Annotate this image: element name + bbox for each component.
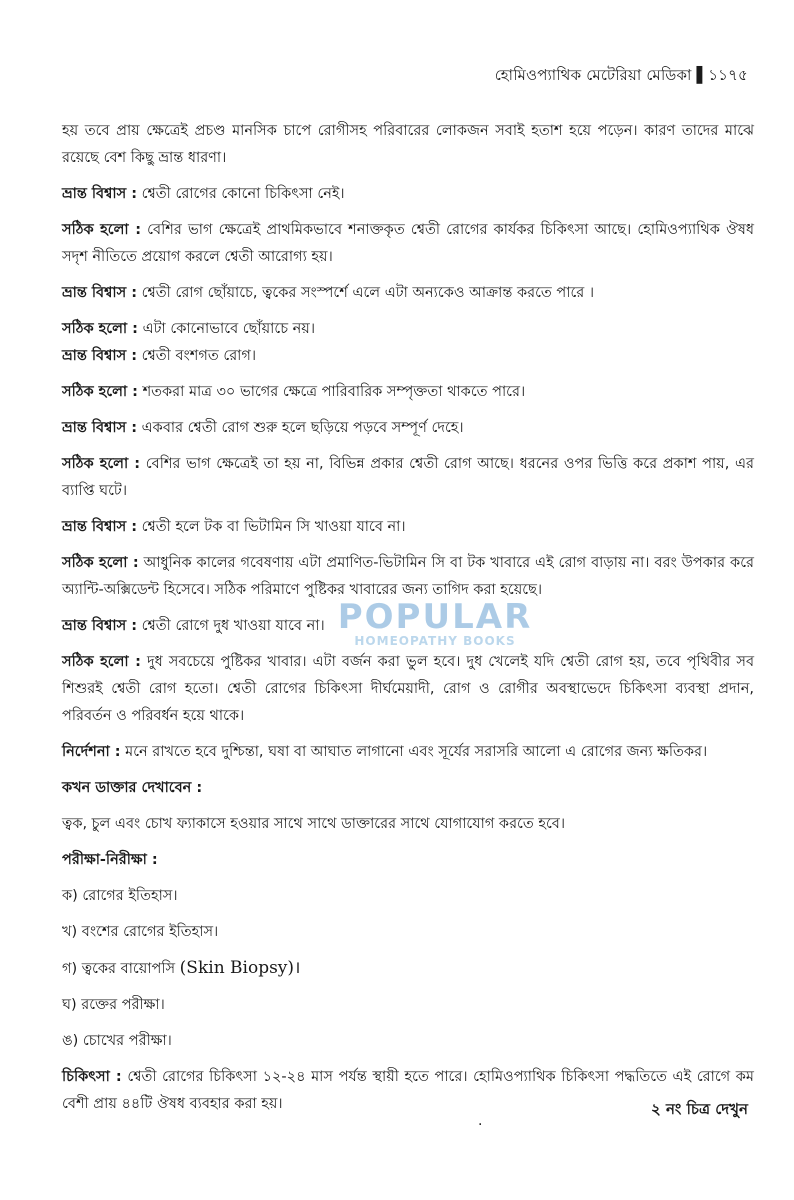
test-item: ঘ) রক্তের পরীক্ষা। <box>62 997 165 1013</box>
test-item: ক) রোগের ইতিহাস। <box>62 888 178 904</box>
page-body <box>62 118 754 1118</box>
fact-label: সঠিক হলো : <box>62 321 138 337</box>
myth-text: একবার শ্বেতী রোগ শুরু হলে ছড়িয়ে পড়বে সম্পূর্ণ দেহে। <box>141 420 464 436</box>
fact-6 <box>62 649 754 730</box>
fact-label: সঠিক হলো : <box>62 555 139 571</box>
fact-2 <box>62 316 754 343</box>
instruction-text: মনে রাখতে হবে দুশ্চিন্তা, ঘষা বা আঘাত লাগানো এবং সূর্যের সরাসরি আলো এ রোগের জন্য ক্ষতিকর। <box>125 744 708 760</box>
when-doctor-heading: কখন ডাক্তার দেখাবেন : <box>62 780 203 796</box>
fact-5 <box>62 550 754 604</box>
stray-dot: . <box>478 1113 483 1129</box>
myth-label: ভ্রান্ত বিশ্বাস : <box>62 519 138 535</box>
myth-3 <box>62 343 754 370</box>
myth-1 <box>62 181 754 208</box>
fact-label: সঠিক হলো : <box>62 456 141 472</box>
fact-4 <box>62 451 754 505</box>
fact-text: আধুনিক কালের গবেষণায় এটা প্রমাণিত-ভিটামিন সি বা টক খাবারে এই রোগ বাড়ায় না। বরং উপকার করে অ্যান্টি-অক্সিডেন্ট হিসেবে। সঠিক পরিমাণে পুষ্টিকর খাবারের জন্য তাগিদ করা হয়েছে। <box>62 555 755 598</box>
test-item-text: গ) ত্বকের বায়োপসি <box>62 961 176 977</box>
fact-label: সঠিক হলো : <box>62 384 138 400</box>
fact-3 <box>62 379 754 406</box>
see-figure-note: ২ নং চিত্র দেখুন <box>650 1100 748 1118</box>
fact-text: দুধ সবচেয়ে পুষ্টিকর খাবার। এটা বর্জন করা ভুল হবে। দুধ খেলেই যদি শ্বেতী রোগ হয়, তবে পৃথিবীর সব শিশুরই শ্বেতী রোগ হতো। শ্বেতী রোগের চিকিৎসা দীর্ঘমেয়াদী, রোগ ও রোগীর অবস্থাভেদে চিকিৎসা ব্যবস্থা প্রদান, পরিবর্তন ও পরিবর্ধন হয়ে থাকে। <box>62 654 755 724</box>
fact-text: শতকরা মাত্র ৩০ ভাগের ক্ষেত্রে পারিবারিক সম্পৃক্ততা থাকতে পারে। <box>142 384 526 400</box>
myth-label: ভ্রান্ত বিশ্বাস : <box>62 186 138 202</box>
myth-label: ভ্রান্ত বিশ্বাস : <box>62 618 138 634</box>
instruction-label: নির্দেশনা : <box>62 744 121 760</box>
fact-label: সঠিক হলো : <box>62 222 142 238</box>
when-doctor-text: ত্বক, চুল এবং চোখ ফ্যাকাসে হওয়ার সাথে সাথে ডাক্তারের সাথে যোগাযোগ করতে হবে। <box>62 816 566 832</box>
myth-text: শ্বেতী হলে টক বা ভিটামিন সি খাওয়া যাবে না। <box>141 519 406 535</box>
fact-label: সঠিক হলো : <box>62 654 141 670</box>
treatment-text: শ্বেতী রোগের চিকিৎসা ১২-২৪ মাস পর্যন্ত স্থায়ী হতে পারে। হোমিওপ্যাথিক চিকিৎসা পদ্ধতিতে এই রোগে কম বেশী প্রায় ৪৪টি ঔষধ ব্যবহার করা হয়। <box>62 1069 754 1112</box>
intro-paragraph: হয় তবে প্রায় ক্ষেত্রেই প্রচণ্ড মানসিক চাপে রোগীসহ পরিবারের লোকজন সবাই হতাশ হয়ে পড়েন। কারণ তাদের মাঝে রয়েছে বেশ কিছু ভ্রান্ত ধারণা। <box>62 123 754 166</box>
running-header: হোমিওপ্যাথিক মেটেরিয়া মেডিকা ▌১১৭৫ <box>494 66 748 84</box>
fact-1 <box>62 217 754 271</box>
watermark-sub: HOMEOPATHY BOOKS <box>354 634 516 648</box>
myth-text: শ্বেতী রোগে দুধ খাওয়া যাবে না। <box>141 618 325 634</box>
tests-heading: পরীক্ষা-নিরীক্ষা : <box>62 852 158 868</box>
myth-label: ভ্রান্ত বিশ্বাস : <box>62 420 138 436</box>
test-item <box>62 955 754 983</box>
myth-4 <box>62 415 754 442</box>
test-item: ঙ) চোখের পরীক্ষা। <box>62 1033 172 1049</box>
fact-text: বেশির ভাগ ক্ষেত্রেই তা হয় না, বিভিন্ন প্রকার শ্বেতী রোগ আছে। ধরনের ওপর ভিত্তি করে প্রকাশ পায়, এর ব্যাপ্তি ঘটে। <box>62 456 755 499</box>
treatment-label: চিকিৎসা : <box>62 1069 122 1085</box>
test-item: খ) বংশের রোগের ইতিহাস। <box>62 924 219 940</box>
myth-text: শ্বেতী রোগ ছোঁয়াচে, ত্বকের সংস্পর্শে এলে এটা অন্যকেও আক্রান্ত করতে পারে । <box>141 285 595 301</box>
myth-5 <box>62 514 754 541</box>
skin-biopsy-term: (Skin Biopsy)। <box>179 958 301 978</box>
myth-2 <box>62 280 754 307</box>
myth-6 <box>62 613 754 640</box>
myth-label: ভ্রান্ত বিশ্বাস : <box>62 285 138 301</box>
myth-label: ভ্রান্ত বিশ্বাস : <box>62 348 138 364</box>
watermark-main: POPULAR <box>337 597 533 637</box>
myth-text: শ্বেতী বংশগত রোগ। <box>141 348 257 364</box>
myth-text: শ্বেতী রোগের কোনো চিকিৎসা নেই। <box>141 186 345 202</box>
instruction <box>62 739 754 766</box>
fact-text: বেশির ভাগ ক্ষেত্রেই প্রাথমিকভাবে শনাক্তকৃত শ্বেতী রোগের কার্যকর চিকিৎসা আছে। হোমিওপ্যাথিক ঔষধ সদৃশ নীতিতে প্রয়োগ করলে শ্বেতী আরোগ্য হয়। <box>62 222 755 265</box>
fact-text: এটা কোনোভাবে ছোঁয়াচে নয়। <box>142 321 316 337</box>
